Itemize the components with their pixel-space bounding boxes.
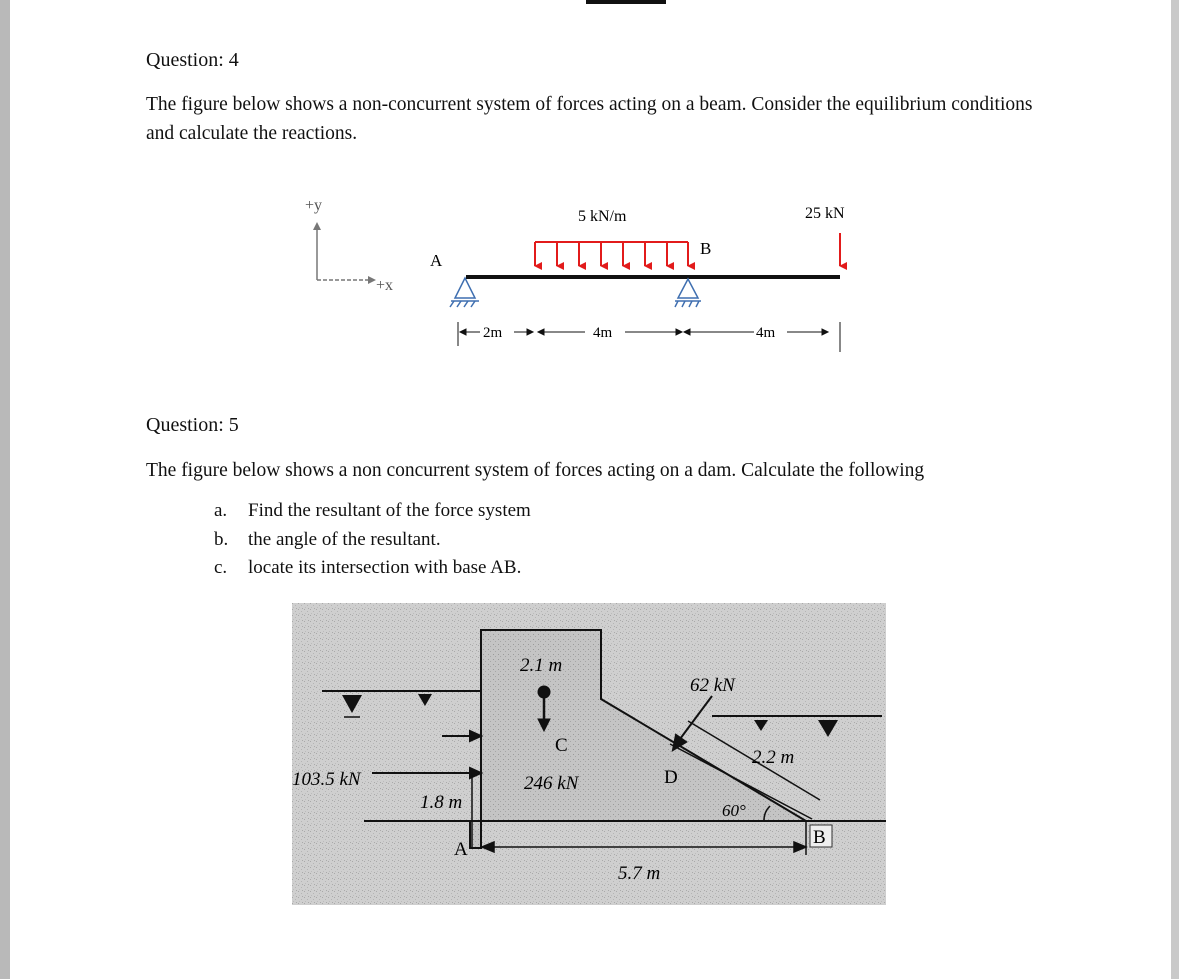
roller-support-b-icon: [675, 279, 701, 307]
udl-label: 5 kN/m: [578, 208, 627, 225]
list-item-text: Find the resultant of the force system: [248, 500, 531, 521]
pin-support-a-icon: [450, 278, 479, 307]
page-edge-right: [1171, 0, 1179, 979]
force-103-5-label: 103.5 kN: [292, 769, 361, 790]
dim-4m-second: 4m: [756, 325, 776, 341]
question-5-text: The figure below shows a non concurrent system of forces acting on a dam. Calculate the following: [146, 460, 925, 481]
beam-figure: [290, 190, 880, 365]
dim-4m-first: 4m: [593, 325, 613, 341]
list-item-label: b.: [214, 528, 229, 550]
axis-x-label: +x: [376, 277, 394, 294]
point-b-label: B: [813, 827, 826, 848]
point-d-label: D: [664, 767, 678, 788]
angle-label: 60°: [722, 801, 746, 820]
question-5-list: [214, 500, 531, 586]
page-top-mark: [586, 0, 666, 4]
dim-2-2m-label: 2.2 m: [752, 747, 795, 768]
point-load-label: 25 kN: [805, 205, 845, 222]
list-item: [214, 500, 531, 529]
list-item: [214, 557, 531, 586]
dim-2m: 2m: [483, 325, 503, 341]
base-length-label: 5.7 m: [618, 863, 661, 884]
list-item: [214, 529, 531, 558]
dam-figure: [292, 603, 886, 905]
list-item-label: a.: [214, 500, 228, 521]
list-item-label: c.: [214, 557, 228, 578]
point-c-label: C: [555, 735, 568, 756]
top-width-label: 2.1 m: [520, 655, 563, 676]
dim-1-8m-label: 1.8 m: [420, 792, 463, 813]
support-b-label: B: [700, 239, 712, 258]
list-item-text: the angle of the resultant.: [248, 528, 441, 550]
question-5-title: Question: 5: [146, 414, 239, 436]
question-4-text: The figure below shows a non-concurrent system of forces acting on a beam. Consider the equilibrium conditions and calculate the reactions.: [146, 94, 1033, 144]
axes-icon: [313, 222, 376, 284]
axis-y-label: +y: [305, 197, 323, 214]
point-a-label: A: [454, 839, 468, 860]
force-62-label: 62 kN: [690, 675, 735, 696]
support-a-label: A: [430, 251, 443, 270]
dimension-line: [458, 322, 840, 352]
udl-arrows: [535, 242, 688, 266]
list-item-text: locate its intersection with base AB.: [248, 557, 522, 578]
force-246-label: 246 kN: [524, 773, 579, 794]
page-edge-left: [0, 0, 10, 979]
question-4-title: Question: 4: [146, 49, 239, 71]
